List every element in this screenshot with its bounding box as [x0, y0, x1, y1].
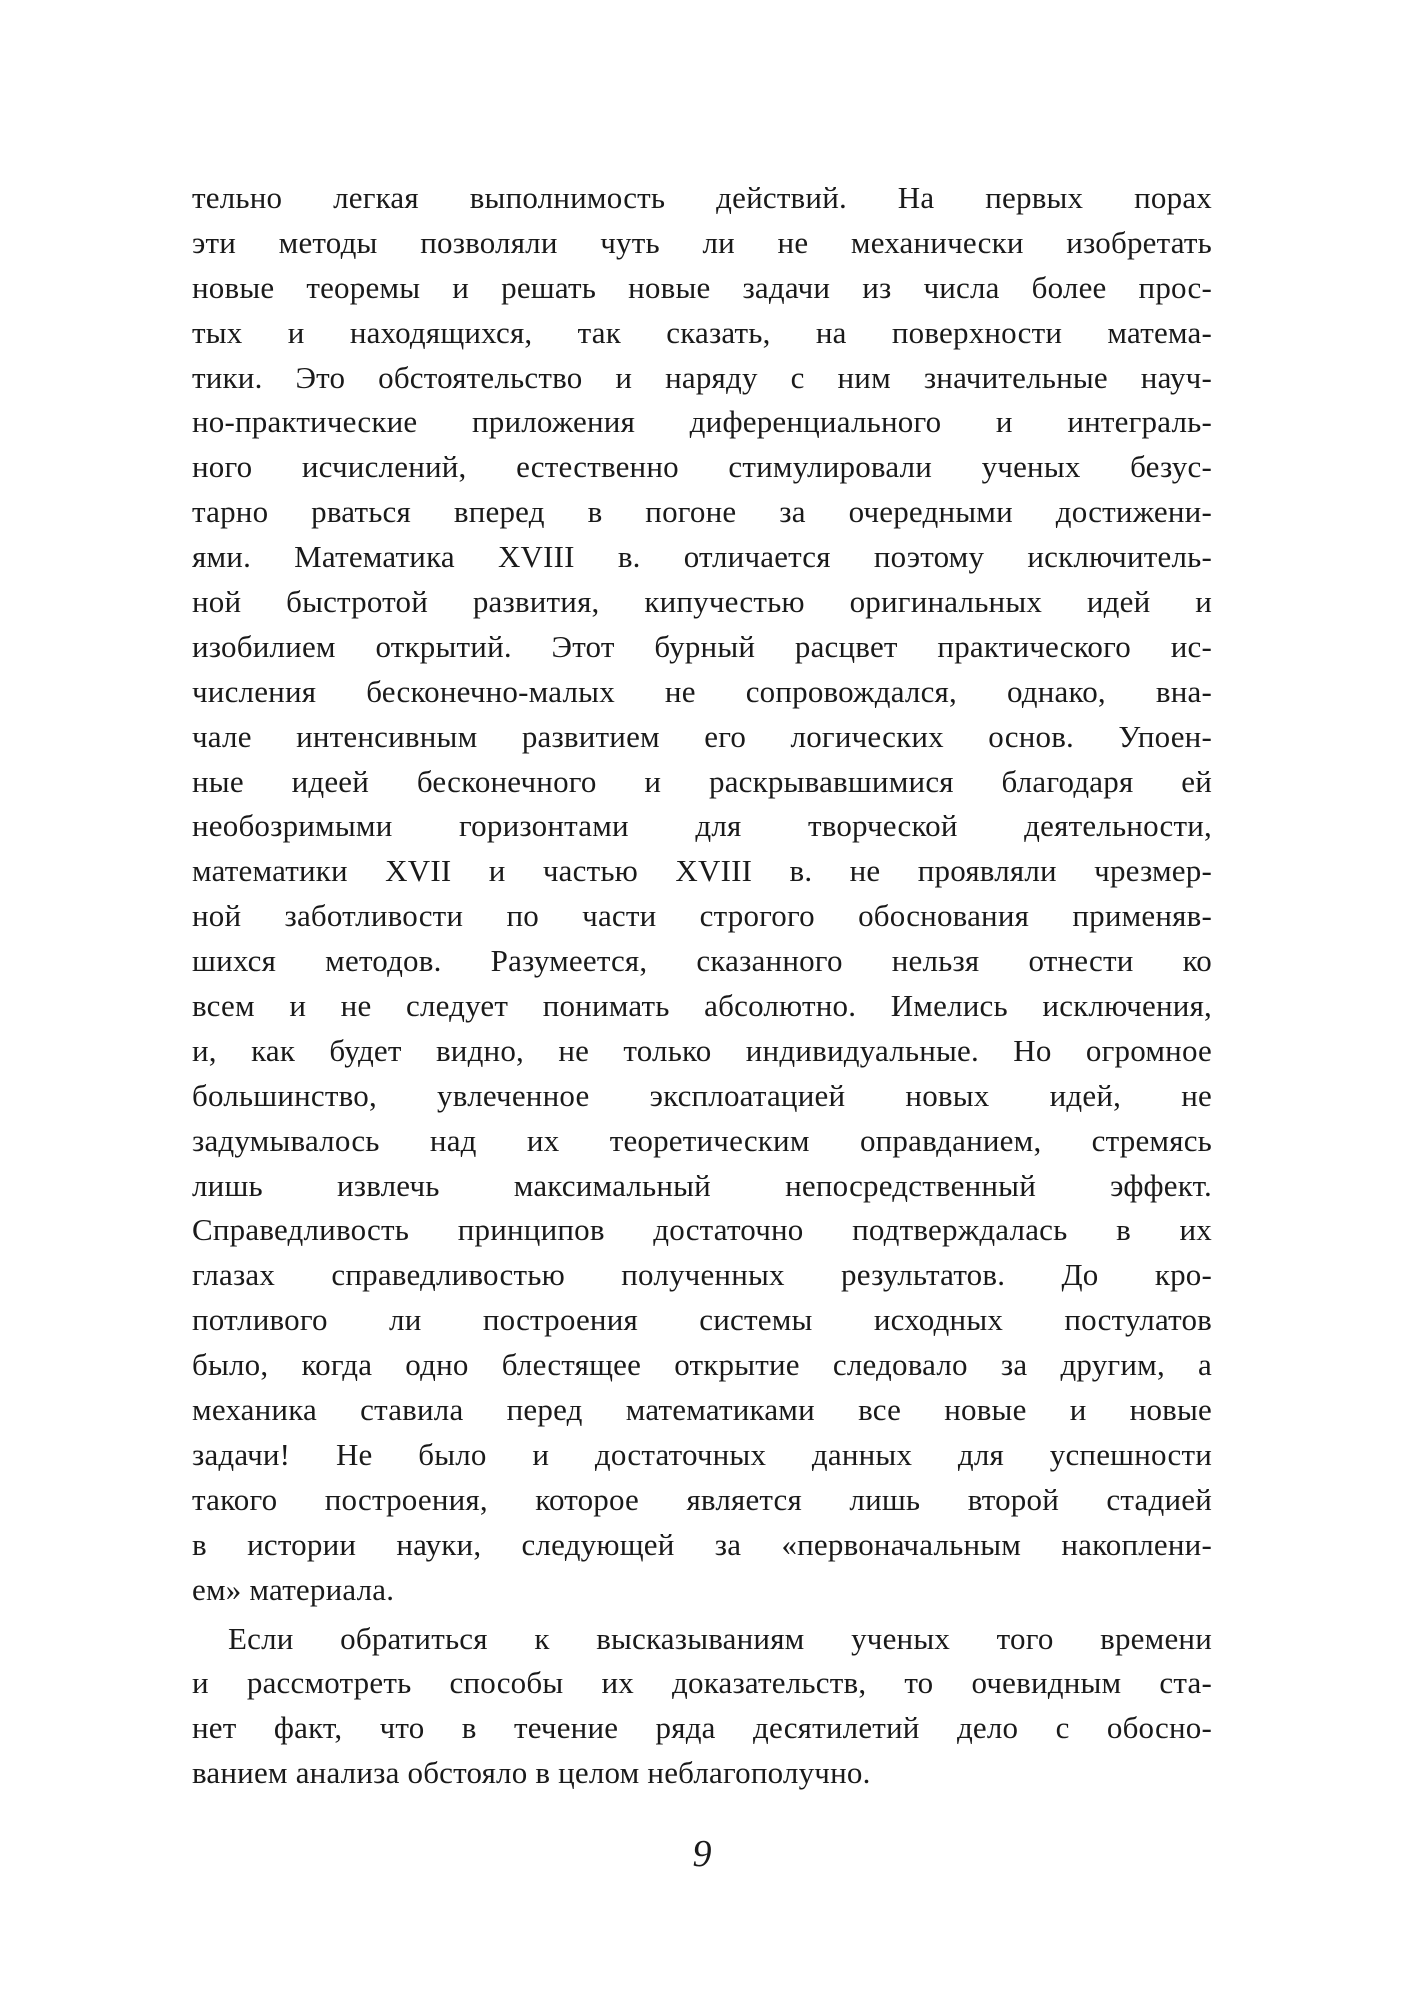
- paragraph-1: [192, 176, 1212, 1613]
- text-line: ем» материала.: [192, 1571, 395, 1607]
- text-line: было, когда одно блестящее открытие следовало за другим, а: [192, 1347, 1212, 1383]
- text-line: задачи! Не было и достаточных данных для успешности: [192, 1436, 1212, 1472]
- text-line: ной заботливости по части строгого обоснования применяв-: [192, 898, 1212, 934]
- text-line: всем и не следует понимать абсолютно. Имелись исключения,: [192, 988, 1212, 1024]
- text-line: чале интенсивным развитием его логических основ. Упоен-: [192, 718, 1212, 754]
- page-number: 9: [692, 1833, 712, 1875]
- body-text: [192, 176, 1212, 1796]
- text-line: тики. Это обстоятельство и наряду с ним значительные науч-: [192, 359, 1212, 395]
- text-line: и, как будет видно, не только индивидуальные. Но огромное: [192, 1032, 1212, 1068]
- text-line: и рассмотреть способы их доказательств, то очевидным ста-: [192, 1665, 1212, 1701]
- text-line: такого построения, которое является лишь второй стадией: [192, 1481, 1212, 1517]
- text-line: потливого ли построения системы исходных постулатов: [192, 1302, 1212, 1338]
- text-line: тых и находящихся, так сказать, на поверхности матема-: [192, 314, 1212, 350]
- text-line: тарно рваться вперед в погоне за очередными достижени-: [192, 494, 1212, 530]
- text-line: ные идеей бесконечного и раскрывавшимися благодаря ей: [192, 763, 1212, 799]
- text-line: Справедливость принципов достаточно подтверждалась в их: [192, 1212, 1212, 1248]
- text-line: шихся методов. Разумеется, сказанного нельзя отнести ко: [192, 943, 1212, 979]
- text-line: необозримыми горизонтами для творческой деятельности,: [192, 808, 1212, 844]
- text-line: нет факт, что в течение ряда десятилетий дело с обосно-: [192, 1710, 1212, 1746]
- text-line: числения бесконечно-малых не сопровождался, однако, вна-: [192, 673, 1212, 709]
- text-line: механика ставила перед математиками все новые и новые: [192, 1392, 1212, 1428]
- text-line: но-практические приложения диференциального и интеграль-: [192, 404, 1212, 440]
- text-line: эти методы позволяли чуть ли не механически изобретать: [192, 224, 1212, 260]
- text-line: ного исчислений, естественно стимулировали ученых безус-: [192, 449, 1212, 485]
- text-line: ями. Математика XVIII в. отличается поэтому исключитель-: [192, 539, 1212, 575]
- text-line: большинство, увлеченное эксплоатацией новых идей, не: [192, 1077, 1212, 1113]
- text-line: математики XVII и частью XVIII в. не проявляли чрезмер-: [192, 853, 1212, 889]
- text-line: новые теоремы и решать новые задачи из числа более прос-: [192, 269, 1212, 305]
- text-line: в истории науки, следующей за «первоначальным накоплени-: [192, 1526, 1212, 1562]
- text-line: задумывалось над их теоретическим оправданием, стремясь: [192, 1122, 1212, 1158]
- text-line: тельно легкая выполнимость действий. На первых порах: [192, 180, 1212, 215]
- text-line: глазах справедливостью полученных результатов. До кро-: [192, 1257, 1212, 1293]
- text-line: изобилием открытий. Этот бурный расцвет практического ис-: [192, 628, 1212, 664]
- text-line: лишь извлечь максимальный непосредственный эффект.: [192, 1167, 1212, 1203]
- paragraph-2: [192, 1617, 1212, 1797]
- text-line: ванием анализа обстояло в целом неблагополучно.: [192, 1755, 871, 1791]
- text-line: Если обратиться к высказываниям ученых того времени: [228, 1620, 1212, 1656]
- text-line: ной быстротой развития, кипучестью оригинальных идей и: [192, 584, 1212, 620]
